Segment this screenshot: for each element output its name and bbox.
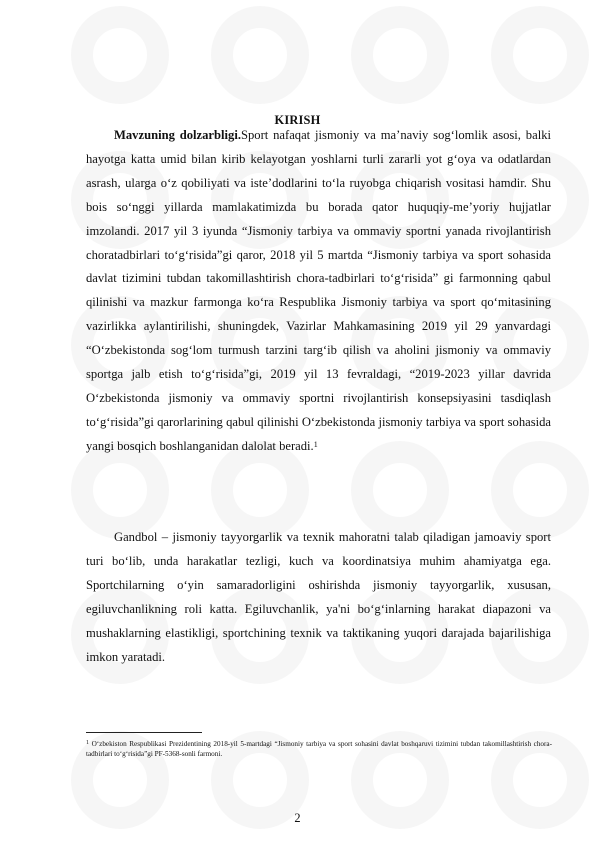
section-heading: KIRISH: [274, 113, 321, 127]
footnote-divider: [86, 732, 202, 733]
paragraph-handball: [86, 526, 551, 669]
footnote-number: 1: [86, 740, 89, 746]
relevance-text: Sport nafaqat jismoniy va ma’naviy sog‘lomlik asosi, balki hayotga katta umid bilan kirib kelayotgan yoshlarni turli zararli yot g‘oya va odatlardan asrash, ularga o‘z qobiliyati va iste’dodlarini to‘la ruyobga chiqarish vositasi hamdir. Shu bois so‘nggi yillarda mamlakatimizda bu borada qator huquqiy-me’yoriy hujjatlar imzolandi. 2017 yil 3 iyunda “Jismoniy tarbiya va ommaviy sportni yanada rivojlantirish choratadbirlari to‘g‘risida”gi qaror, 2018 yil 5 martda “Jismoniy tarbiya va sport sohasida davlat tizimini tubdan takomillashtirish chora-tadbirlari to‘g‘risida” gi farmonning qabul qilinishi va mazkur farmonga ko‘ra Respublika Jismoniy tarbiya va sport qo‘mitasining vazirlikka aylantirilishi, shuningdek, Vazirlar Mahkamasining 2019 yil 29 yanvardagi “O‘zbekistonda sog‘lom turmush tarzini targ‘ib qilish va aholini jismoniy va ommaviy sportga jalb etish to‘g‘risida”gi, 2019 yil 13 fevraldagi, “2019-2023 yillar davrida O‘zbekistonda jismoniy va ommaviy sportni rivojlantirish konsepsiyasini tasdiqlash to‘g‘risida”gi qarorlarining qabul qilinishi O‘zbekistonda jismoniy tarbiya va sport sohasida yangi bosqich boshlanganidan dalolat beradi.: [86, 128, 551, 453]
footnote: [86, 739, 552, 760]
page-number: 2: [294, 811, 301, 825]
handball-text: Gandbol – jismoniy tayyorgarlik va texnik mahoratni talab qiladigan jamoaviy sport turi bo‘lib, unda harakatlar tezligi, kuch va koordinatsiya muhim ahamiyatga ega. Sportchilarning o‘yin samaradorligini oshirishda jismoniy tayyorgarlik, xususan, egiluvchanlikning roli katta. Egiluvchanlik, ya'ni bo‘g‘inlarning harakat diapazoni va mushaklarning elastikligi, sportchining texnik va taktikaning yuqori darajada bajarilishiga imkon yaratadi.: [86, 530, 551, 664]
paragraph-relevance: [86, 124, 551, 459]
footnote-reference[interactable]: 1: [313, 439, 318, 449]
footnote-text: O‘zbekiston Respublikasi Prezidentining 2018-yil 5-martdagi “Jismoniy tarbiya va sport sohasini davlat boshqaruvi tizimini tubdan takomillashtirish chora-tadbirlari to‘g‘risida”gi PF-5368-sonli farmoni.: [86, 740, 552, 759]
relevance-lead: Mavzuning dolzarbligi.: [114, 128, 241, 142]
